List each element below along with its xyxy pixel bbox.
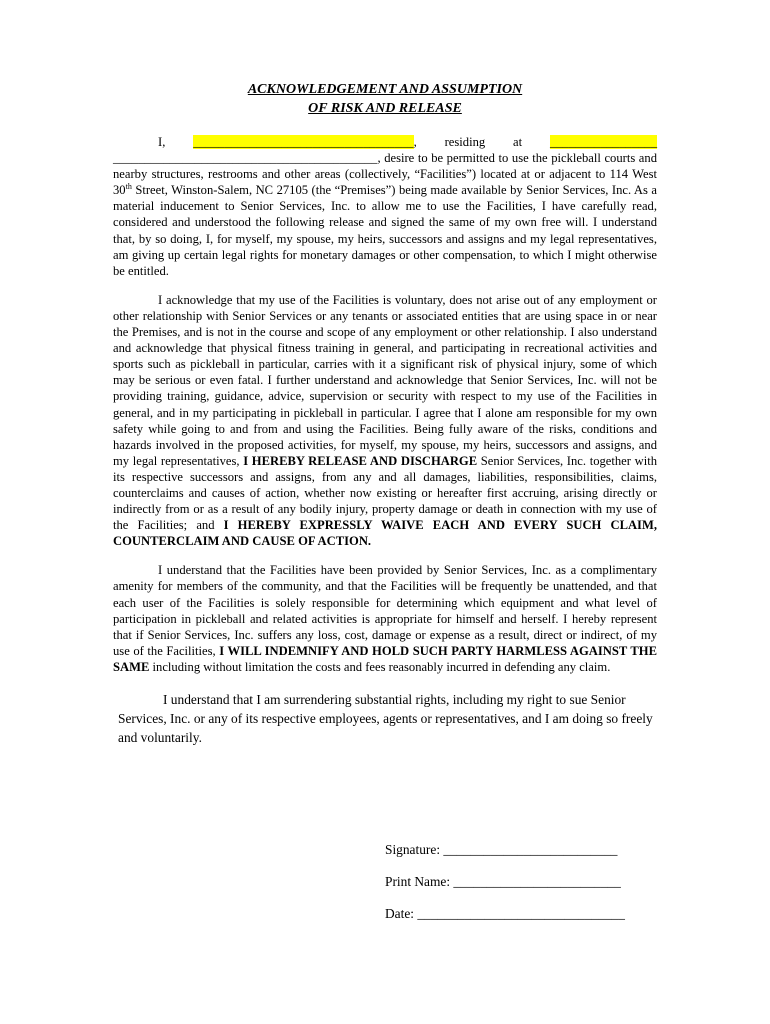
address-blank-field[interactable]: _________________: [549, 135, 657, 149]
indemnify-bold: I WILL INDEMNIFY AND HOLD SUCH PARTY HARMLESS AGAINST THE SAME: [113, 643, 658, 674]
title-line-2: OF RISK AND RELEASE: [308, 101, 462, 116]
indemnify-text-b: including without limitation the costs and fees reasonably incurred in defending any claim.: [149, 659, 611, 674]
date-field[interactable]: Date: _______________________________: [385, 906, 625, 921]
paragraph-indemnify: [113, 562, 657, 675]
document-page: [113, 80, 657, 747]
document-title: [113, 80, 657, 118]
paragraph-surrender-rights: I understand that I am surrendering substantial rights, including my right to sue Senior Services, Inc. or any of its respective employees, agents or representatives, and I am doing so freely and voluntarily.: [118, 692, 653, 745]
release-text-a: I acknowledge that my use of the Facilities is voluntary, does not arise out of any employment or other relationship with Senior Services or any tenants or associated entities that are using space in or near the Premises, and is not in the course and scope of any employment or other relationship. I also understand and acknowledge that physical fitness training in general, and participating in recreational activities and sports such as pickleball in particular, carries with it a significant risk of physical injury, some of which may be serious or even fatal. I further understand and acknowledge that Senior Services, Inc. will not be providing training, guidance, advice, supervision or security with respect to my use of the Facilities in general, and in my participating in pickleball in particular. I agree that I alone am responsible for my own safety while going to and from and using the Facilities. Being fully aware of the risks, conditions and hazards involved in the proposed activities, for myself, my spouse, my heirs, successors and assigns, and my legal representatives,: [113, 292, 657, 468]
signature-field[interactable]: Signature: __________________________: [385, 842, 618, 857]
title-line-1: ACKNOWLEDGEMENT AND ASSUMPTION: [247, 82, 523, 97]
intro-text: I,: [158, 135, 194, 149]
indemnify-text-a: I understand that the Facilities have been provided by Senior Services, Inc. as a complimentary amenity for members of the community, and that the Facilities will be frequently be unattended, and that each user of the Facilities is solely responsible for determining which equipment and what level of participation in pickleball and related activities is appropriate for himself and herself. I hereby represent that if Senior Services, Inc. suffers any loss, cost, damage or expense as a result, direct or indirect, of my use of the Facilities,: [113, 563, 657, 658]
address-blank-continuation[interactable]: __________________________________________: [113, 151, 378, 166]
residing-text: , residing at: [413, 135, 550, 149]
name-blank-field[interactable]: ___________________________________: [193, 135, 414, 149]
intro-body-b: Street, Winston-Salem, NC 27105 (the “Premises”) being made available by Senior Services, Inc. As a material inducement to Senior Services, Inc. to allow me to use the Facilities, I have carefully read, considered and understood the following release and signed the same of my own free will. I understand that, by so doing, I, for myself, my spouse, my heirs, successors and assigns and my legal representatives, am giving up certain legal rights for monetary damages or other compensation, to which I might otherwise be entitled.: [113, 183, 657, 278]
ordinal-suffix: th: [125, 182, 132, 192]
release-bold-b: I HEREBY EXPRESSLY WAIVE EACH AND EVERY SUCH CLAIM, COUNTERCLAIM AND CAUSE OF ACTION.: [113, 518, 657, 549]
paragraph-release: [113, 292, 657, 550]
release-text-b: Senior Services, Inc. together with its respective successors and assigns, from any and all damages, liabilities, responsibilities, claims, counterclaims and causes of action, whether now existing or hereafter first accruing, arising directly or indirectly from or as a result of any bodily injury, property damage or death in connection with my use of the Facilities; and: [113, 453, 658, 533]
print-name-field[interactable]: Print Name: _________________________: [385, 874, 621, 889]
paragraph-introduction: [113, 134, 657, 279]
signature-block: [385, 840, 625, 936]
intro-body-a: , desire to be permitted to use the pickleball courts and nearby structures, restrooms and other areas (collectively, “Facilities”) located at or adjacent to 114 West 30: [113, 151, 657, 198]
release-bold-a: I HEREBY RELEASE AND DISCHARGE: [243, 453, 478, 468]
